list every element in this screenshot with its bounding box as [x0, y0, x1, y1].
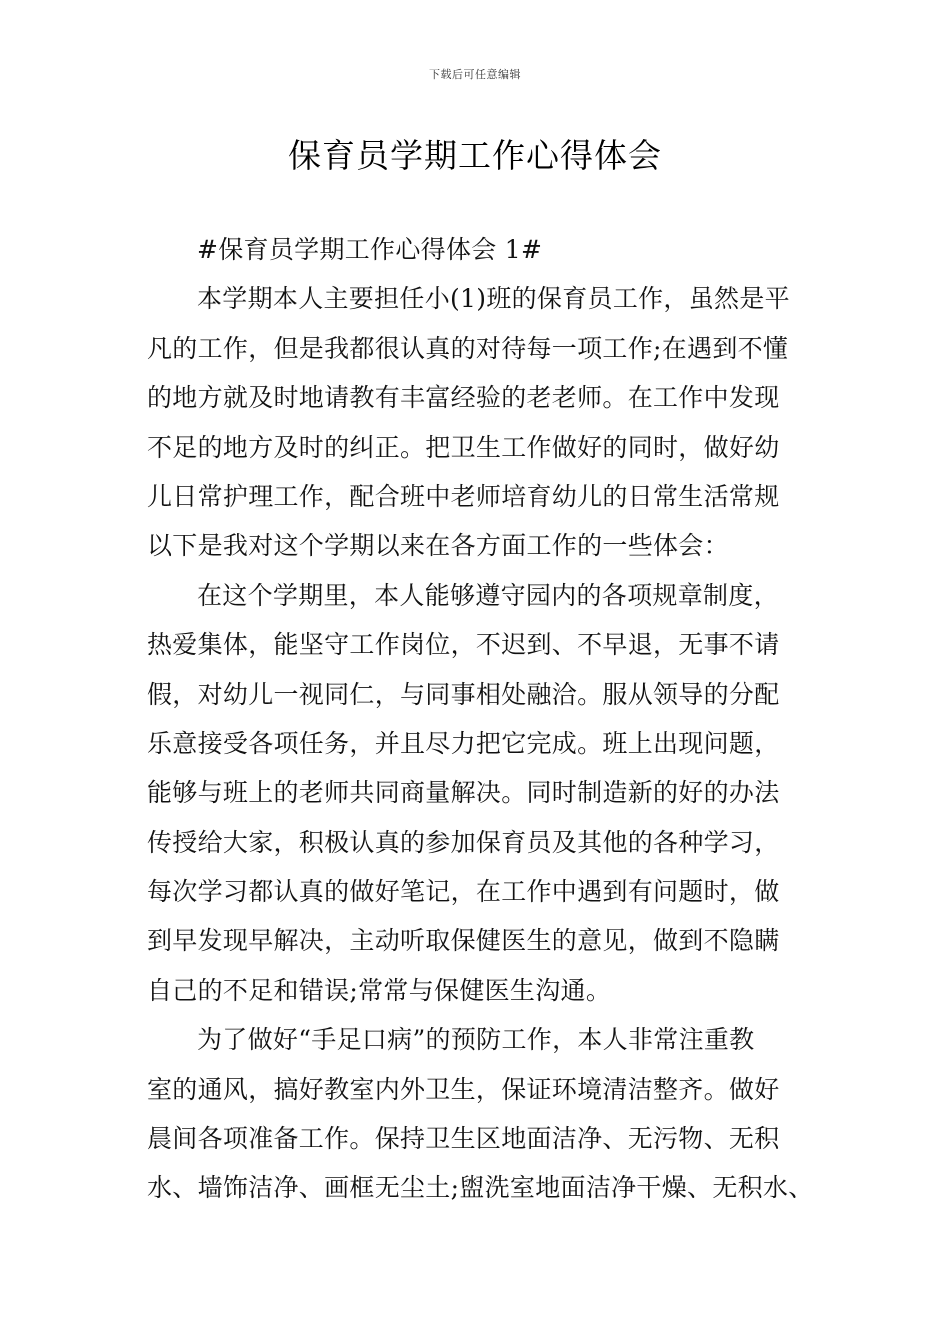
text-line: 以下是我对这个学期以来在各方面工作的一些体会： — [147, 531, 729, 561]
text-line: 的地方就及时地请教有丰富经验的老老师。在工作中发现 — [147, 383, 780, 413]
text-line: 能够与班上的老师共同商量解决。同时制造新的好的办法 — [147, 778, 780, 808]
text-line: 假，对幼儿一视同仁，与同事相处融洽。服从领导的分配 — [147, 679, 780, 709]
text-line: 水、墙饰洁净、画框无尘土;盥洗室地面洁净干燥、无积水、 — [147, 1173, 814, 1203]
text-line: 到早发现早解决，主动听取保健医生的意见，做到不隐瞒 — [147, 926, 780, 956]
text-line: 乐意接受各项任务，并且尽力把它完成。班上出现问题， — [147, 728, 780, 758]
text-line: 每次学习都认真的做好笔记，在工作中遇到有问题时，做 — [147, 877, 780, 907]
text-line: #保育员学期工作心得体会 1# — [197, 235, 543, 264]
text-line: 儿日常护理工作，配合班中老师培育幼儿的日常生活常规 — [147, 481, 780, 511]
text-line: 凡的工作，但是我都很认真的对待每一项工作;在遇到不懂 — [147, 333, 789, 363]
document-title: 保育员学期工作心得体会 — [288, 136, 662, 175]
text-line: 热爱集体，能坚守工作岗位，不迟到、不早退，无事不请 — [147, 630, 780, 660]
text-line: 传授给大家，积极认真的参加保育员及其他的各种学习， — [147, 827, 780, 857]
header-note: 下载后可任意编辑 — [429, 68, 521, 81]
text-line: 自己的不足和错误;常常与保健医生沟通。 — [147, 975, 612, 1005]
text-line: 晨间各项准备工作。保持卫生区地面洁净、无污物、无积 — [147, 1124, 780, 1154]
text-line: 为了做好“手足口病”的预防工作，本人非常注重教 — [197, 1025, 755, 1055]
text-line: 在这个学期里，本人能够遵守园内的各项规章制度， — [197, 580, 779, 610]
text-line: 室的通风，搞好教室内外卫生，保证环境清洁整齐。做好 — [147, 1074, 780, 1104]
text-line: 不足的地方及时的纠正。把卫生工作做好的同时，做好幼 — [147, 432, 780, 462]
text-line: 本学期本人主要担任小(1)班的保育员工作，虽然是平 — [197, 284, 790, 314]
document-body — [147, 230, 823, 1218]
